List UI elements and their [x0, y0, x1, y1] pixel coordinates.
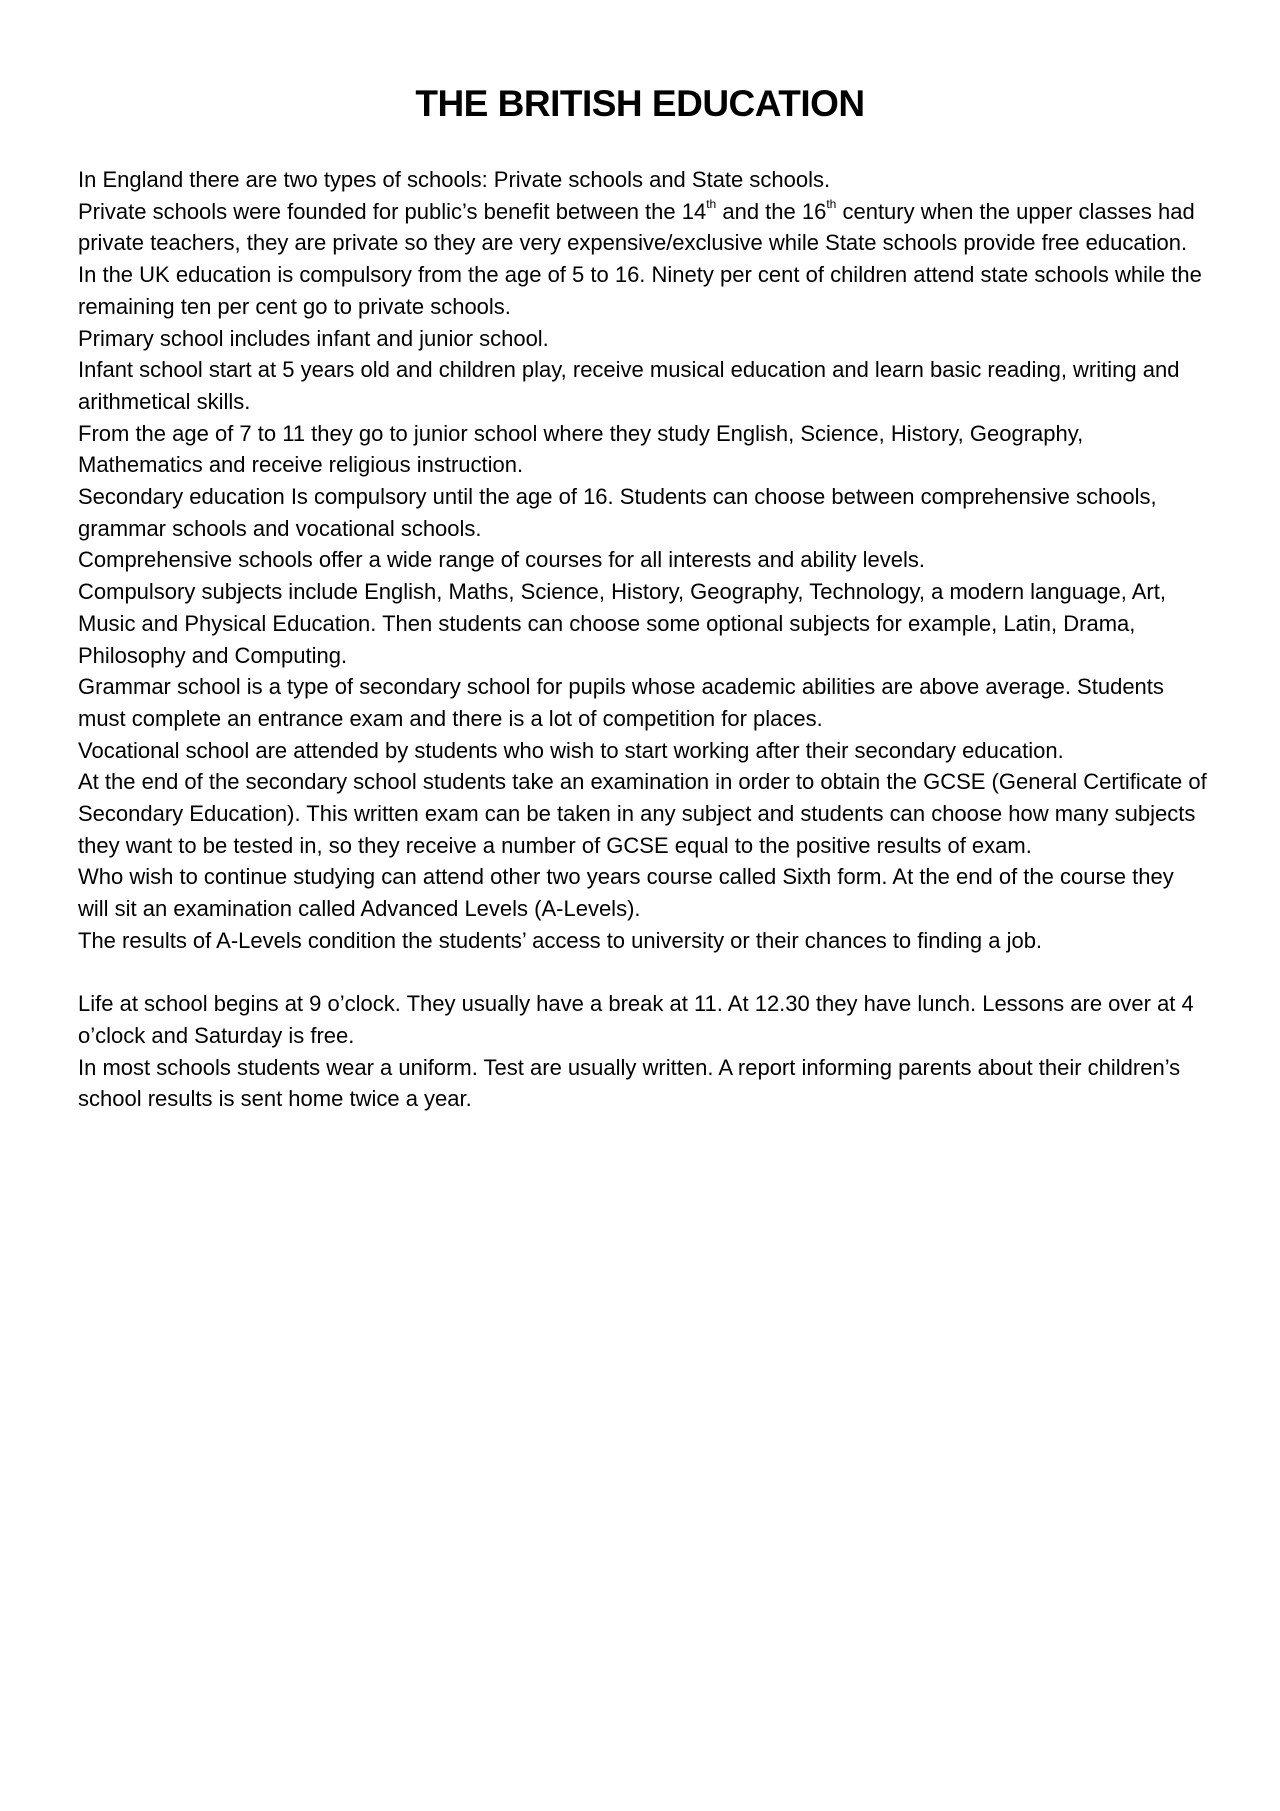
paragraph-compulsory-age: In the UK education is compulsory from the age of 5 to 16. Ninety per cent of children attend state schools while the remaining ten per cent go to private schools. — [78, 262, 1202, 319]
paragraph-primary-school: Primary school includes infant and junior school. — [78, 325, 549, 351]
paragraph-text: century when the upper classes had private teachers, they are private so they are very expensive/exclusive while State schools provide free education. — [78, 198, 1195, 256]
document-body — [78, 164, 1208, 1115]
paragraph-text: Private schools were founded for public’s benefit between the 14 — [78, 198, 707, 224]
paragraph-text: and the 16 — [716, 198, 827, 224]
paragraph-a-levels: The results of A-Levels condition the students’ access to university or their chances to finding a job. — [78, 927, 1043, 953]
paragraph-grammar-school: Grammar school is a type of secondary school for pupils whose academic abilities are above average. Students must complete an entrance exam and there is a lot of competition for places. — [78, 674, 1164, 731]
paragraph-comprehensive-schools: Comprehensive schools offer a wide range of courses for all interests and ability levels. — [78, 547, 926, 573]
paragraph-infant-school: Infant school start at 5 years old and children play, receive musical education and learn basic reading, writing and arithmetical skills. — [78, 357, 1180, 414]
paragraph-gcse: At the end of the secondary school students take an examination in order to obtain the GCSE (General Certificate of Secondary Education). This written exam can be taken in any subject and students can choose how many subjects they want to be tested in, so they receive a number of GCSE equal to the positive results of exam. — [78, 769, 1207, 858]
paragraph-uniform-reports: In most schools students wear a uniform. Test are usually written. A report informing parents about their children’s school results is sent home twice a year. — [78, 1054, 1181, 1112]
document-title: THE BRITISH EDUCATION — [415, 83, 865, 124]
paragraph-vocational-school: Vocational school are attended by students who wish to start working after their secondary education. — [78, 737, 1064, 763]
paragraph-compulsory-subjects: Compulsory subjects include English, Maths, Science, History, Geography, Technology, a modern language, Art, Music and Physical Education. Then students can choose some optional subjects for example, Latin, Drama, Philosophy and Computing. — [78, 579, 1166, 668]
ordinal-suffix: th — [706, 197, 717, 212]
paragraph-school-types: In England there are two types of schools: Private schools and State schools. — [78, 167, 831, 192]
paragraph-sixth-form: Who wish to continue studying can attend other two years course called Sixth form. At the end of the course they will sit an examination called Advanced Levels (A-Levels). — [78, 864, 1174, 922]
paragraph-school-day: Life at school begins at 9 o’clock. They usually have a break at 11. At 12.30 they have lunch. Lessons are over at 4 o’clock and Saturday is free. — [78, 991, 1194, 1048]
paragraph-spacer — [78, 957, 1208, 989]
paragraph-junior-school: From the age of 7 to 11 they go to junior school where they study English, Science, History, Geography, Mathematics and receive religious instruction. — [78, 420, 1084, 478]
paragraph-secondary-education: Secondary education Is compulsory until the age of 16. Students can choose between comprehensive schools, grammar schools and vocational schools. — [78, 484, 1157, 541]
ordinal-suffix: th — [826, 197, 837, 212]
paragraph-private-schools — [78, 196, 1208, 259]
